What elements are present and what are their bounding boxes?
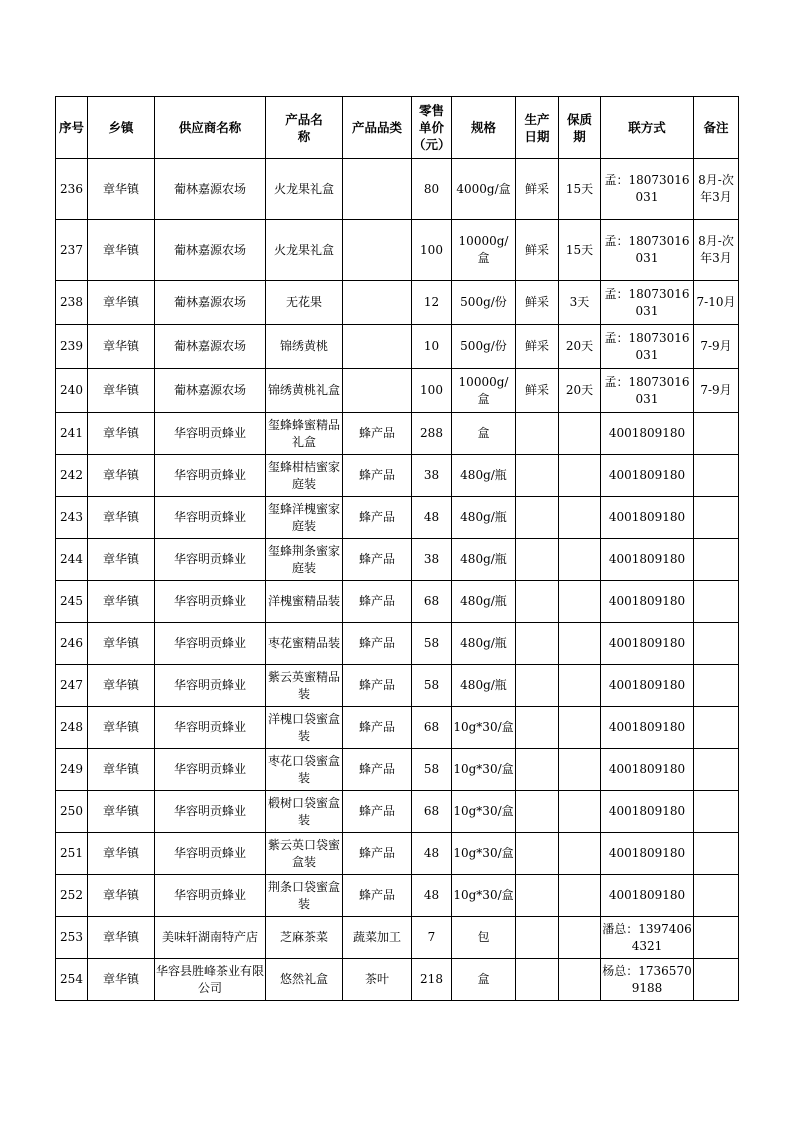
cell-price: 48 bbox=[412, 497, 452, 539]
cell-shelf bbox=[559, 791, 601, 833]
cell-category bbox=[343, 281, 412, 325]
cell-date bbox=[516, 413, 559, 455]
cell-price: 58 bbox=[412, 623, 452, 665]
cell-contact: 孟：18073016031 bbox=[601, 325, 694, 369]
cell-note bbox=[694, 455, 739, 497]
cell-category bbox=[343, 220, 412, 281]
header-town: 乡镇 bbox=[88, 97, 155, 159]
cell-product: 荆条口袋蜜盒装 bbox=[266, 875, 343, 917]
cell-supplier: 华容明贡蜂业 bbox=[155, 707, 266, 749]
cell-town: 章华镇 bbox=[88, 220, 155, 281]
cell-shelf bbox=[559, 623, 601, 665]
cell-product: 火龙果礼盒 bbox=[266, 220, 343, 281]
cell-date bbox=[516, 791, 559, 833]
cell-town: 章华镇 bbox=[88, 791, 155, 833]
cell-price: 7 bbox=[412, 917, 452, 959]
cell-price: 100 bbox=[412, 220, 452, 281]
cell-no: 242 bbox=[56, 455, 88, 497]
cell-price: 38 bbox=[412, 455, 452, 497]
table-row bbox=[56, 959, 739, 1001]
cell-spec: 10000g/盒 bbox=[452, 220, 516, 281]
table-row bbox=[56, 369, 739, 413]
cell-supplier: 华容明贡蜂业 bbox=[155, 665, 266, 707]
cell-supplier: 葡林嘉源农场 bbox=[155, 220, 266, 281]
cell-no: 249 bbox=[56, 749, 88, 791]
cell-price: 68 bbox=[412, 581, 452, 623]
cell-date: 鲜采 bbox=[516, 369, 559, 413]
cell-product: 玺蜂荆条蜜家庭装 bbox=[266, 539, 343, 581]
cell-spec: 10000g/盒 bbox=[452, 369, 516, 413]
cell-category: 蜂产品 bbox=[343, 581, 412, 623]
header-contact: 联方式 bbox=[601, 97, 694, 159]
cell-shelf: 3天 bbox=[559, 281, 601, 325]
cell-contact: 4001809180 bbox=[601, 455, 694, 497]
cell-shelf bbox=[559, 413, 601, 455]
table-row bbox=[56, 497, 739, 539]
cell-supplier: 华容明贡蜂业 bbox=[155, 539, 266, 581]
table-row bbox=[56, 539, 739, 581]
cell-no: 243 bbox=[56, 497, 88, 539]
header-category: 产品品类 bbox=[343, 97, 412, 159]
cell-date bbox=[516, 623, 559, 665]
table-row bbox=[56, 413, 739, 455]
cell-note bbox=[694, 749, 739, 791]
header-date: 生产日期 bbox=[516, 97, 559, 159]
cell-shelf bbox=[559, 539, 601, 581]
cell-product: 枣花口袋蜜盒装 bbox=[266, 749, 343, 791]
cell-spec: 4000g/盒 bbox=[452, 159, 516, 220]
cell-contact: 孟：18073016031 bbox=[601, 281, 694, 325]
cell-spec: 盒 bbox=[452, 959, 516, 1001]
cell-note: 7-9月 bbox=[694, 369, 739, 413]
cell-shelf bbox=[559, 917, 601, 959]
cell-shelf bbox=[559, 455, 601, 497]
cell-contact: 4001809180 bbox=[601, 539, 694, 581]
cell-supplier: 华容明贡蜂业 bbox=[155, 581, 266, 623]
cell-note bbox=[694, 623, 739, 665]
cell-date: 鲜采 bbox=[516, 159, 559, 220]
cell-no: 237 bbox=[56, 220, 88, 281]
cell-town: 章华镇 bbox=[88, 749, 155, 791]
cell-supplier: 葡林嘉源农场 bbox=[155, 369, 266, 413]
header-price: 零售单价（元） bbox=[412, 97, 452, 159]
cell-spec: 10g*30/盒 bbox=[452, 875, 516, 917]
cell-town: 章华镇 bbox=[88, 281, 155, 325]
product-table bbox=[55, 96, 739, 1001]
cell-price: 48 bbox=[412, 833, 452, 875]
cell-no: 251 bbox=[56, 833, 88, 875]
cell-note: 7-9月 bbox=[694, 325, 739, 369]
cell-price: 100 bbox=[412, 369, 452, 413]
cell-supplier: 华容明贡蜂业 bbox=[155, 497, 266, 539]
cell-price: 10 bbox=[412, 325, 452, 369]
cell-supplier: 华容明贡蜂业 bbox=[155, 791, 266, 833]
cell-shelf bbox=[559, 833, 601, 875]
cell-shelf bbox=[559, 665, 601, 707]
cell-note bbox=[694, 413, 739, 455]
cell-shelf bbox=[559, 581, 601, 623]
cell-product: 玺蜂洋槐蜜家庭装 bbox=[266, 497, 343, 539]
cell-category: 蜂产品 bbox=[343, 707, 412, 749]
cell-spec: 10g*30/盒 bbox=[452, 833, 516, 875]
cell-category bbox=[343, 369, 412, 413]
cell-price: 12 bbox=[412, 281, 452, 325]
cell-category: 蜂产品 bbox=[343, 791, 412, 833]
table-row bbox=[56, 455, 739, 497]
cell-note bbox=[694, 833, 739, 875]
cell-product: 洋槐口袋蜜盒装 bbox=[266, 707, 343, 749]
header-no: 序号 bbox=[56, 97, 88, 159]
cell-category: 蜂产品 bbox=[343, 875, 412, 917]
cell-category: 蜂产品 bbox=[343, 665, 412, 707]
table-row bbox=[56, 325, 739, 369]
cell-date bbox=[516, 833, 559, 875]
cell-supplier: 葡林嘉源农场 bbox=[155, 159, 266, 220]
cell-date bbox=[516, 959, 559, 1001]
cell-shelf bbox=[559, 497, 601, 539]
cell-category: 蜂产品 bbox=[343, 497, 412, 539]
cell-no: 238 bbox=[56, 281, 88, 325]
cell-spec: 480g/瓶 bbox=[452, 539, 516, 581]
cell-town: 章华镇 bbox=[88, 497, 155, 539]
table-row bbox=[56, 749, 739, 791]
cell-town: 章华镇 bbox=[88, 959, 155, 1001]
cell-supplier: 华容县胜峰茶业有限公司 bbox=[155, 959, 266, 1001]
cell-spec: 盒 bbox=[452, 413, 516, 455]
table-row bbox=[56, 581, 739, 623]
table-row bbox=[56, 833, 739, 875]
cell-date bbox=[516, 455, 559, 497]
cell-product: 火龙果礼盒 bbox=[266, 159, 343, 220]
cell-category bbox=[343, 325, 412, 369]
cell-supplier: 华容明贡蜂业 bbox=[155, 833, 266, 875]
cell-note: 8月-次年3月 bbox=[694, 159, 739, 220]
cell-no: 246 bbox=[56, 623, 88, 665]
cell-town: 章华镇 bbox=[88, 623, 155, 665]
cell-note bbox=[694, 875, 739, 917]
cell-contact: 4001809180 bbox=[601, 497, 694, 539]
cell-no: 240 bbox=[56, 369, 88, 413]
cell-product: 枣花蜜精品装 bbox=[266, 623, 343, 665]
cell-supplier: 葡林嘉源农场 bbox=[155, 281, 266, 325]
cell-price: 68 bbox=[412, 707, 452, 749]
cell-spec: 10g*30/盒 bbox=[452, 749, 516, 791]
cell-spec: 10g*30/盒 bbox=[452, 707, 516, 749]
cell-date bbox=[516, 917, 559, 959]
cell-no: 252 bbox=[56, 875, 88, 917]
cell-price: 80 bbox=[412, 159, 452, 220]
cell-no: 254 bbox=[56, 959, 88, 1001]
cell-shelf: 20天 bbox=[559, 369, 601, 413]
cell-spec: 480g/瓶 bbox=[452, 497, 516, 539]
cell-shelf: 20天 bbox=[559, 325, 601, 369]
cell-town: 章华镇 bbox=[88, 665, 155, 707]
cell-price: 38 bbox=[412, 539, 452, 581]
cell-supplier: 美味轩湖南特产店 bbox=[155, 917, 266, 959]
cell-shelf bbox=[559, 959, 601, 1001]
cell-contact: 4001809180 bbox=[601, 581, 694, 623]
cell-spec: 480g/瓶 bbox=[452, 623, 516, 665]
cell-contact: 孟：18073016031 bbox=[601, 369, 694, 413]
cell-product: 锦绣黄桃礼盒 bbox=[266, 369, 343, 413]
cell-no: 236 bbox=[56, 159, 88, 220]
cell-date bbox=[516, 539, 559, 581]
cell-category: 蜂产品 bbox=[343, 413, 412, 455]
cell-town: 章华镇 bbox=[88, 581, 155, 623]
cell-shelf: 15天 bbox=[559, 159, 601, 220]
cell-spec: 500g/份 bbox=[452, 281, 516, 325]
cell-note bbox=[694, 497, 739, 539]
table-row bbox=[56, 623, 739, 665]
cell-no: 248 bbox=[56, 707, 88, 749]
cell-no: 253 bbox=[56, 917, 88, 959]
cell-note bbox=[694, 791, 739, 833]
cell-date: 鲜采 bbox=[516, 220, 559, 281]
cell-supplier: 华容明贡蜂业 bbox=[155, 749, 266, 791]
cell-product: 洋槐蜜精品装 bbox=[266, 581, 343, 623]
cell-town: 章华镇 bbox=[88, 325, 155, 369]
cell-date bbox=[516, 665, 559, 707]
cell-note bbox=[694, 665, 739, 707]
cell-product: 悠然礼盒 bbox=[266, 959, 343, 1001]
cell-contact: 4001809180 bbox=[601, 665, 694, 707]
header-row bbox=[56, 97, 739, 159]
cell-spec: 480g/瓶 bbox=[452, 581, 516, 623]
cell-spec: 480g/瓶 bbox=[452, 665, 516, 707]
cell-no: 247 bbox=[56, 665, 88, 707]
cell-date bbox=[516, 707, 559, 749]
cell-category: 蔬菜加工 bbox=[343, 917, 412, 959]
cell-town: 章华镇 bbox=[88, 159, 155, 220]
table-row bbox=[56, 875, 739, 917]
cell-product: 椴树口袋蜜盒装 bbox=[266, 791, 343, 833]
header-spec: 规格 bbox=[452, 97, 516, 159]
cell-shelf bbox=[559, 707, 601, 749]
cell-category: 茶叶 bbox=[343, 959, 412, 1001]
cell-contact: 孟：18073016031 bbox=[601, 159, 694, 220]
cell-supplier: 华容明贡蜂业 bbox=[155, 875, 266, 917]
cell-no: 241 bbox=[56, 413, 88, 455]
table-row bbox=[56, 917, 739, 959]
cell-no: 245 bbox=[56, 581, 88, 623]
cell-product: 紫云英口袋蜜盒装 bbox=[266, 833, 343, 875]
cell-no: 239 bbox=[56, 325, 88, 369]
table-row bbox=[56, 665, 739, 707]
cell-date bbox=[516, 497, 559, 539]
cell-contact: 4001809180 bbox=[601, 833, 694, 875]
cell-town: 章华镇 bbox=[88, 917, 155, 959]
cell-town: 章华镇 bbox=[88, 413, 155, 455]
cell-category: 蜂产品 bbox=[343, 749, 412, 791]
cell-note bbox=[694, 539, 739, 581]
cell-town: 章华镇 bbox=[88, 369, 155, 413]
cell-price: 48 bbox=[412, 875, 452, 917]
header-product: 产品名称 bbox=[266, 97, 343, 159]
cell-date bbox=[516, 581, 559, 623]
cell-category: 蜂产品 bbox=[343, 833, 412, 875]
cell-contact: 4001809180 bbox=[601, 875, 694, 917]
cell-note bbox=[694, 959, 739, 1001]
cell-contact: 4001809180 bbox=[601, 707, 694, 749]
header-supplier: 供应商名称 bbox=[155, 97, 266, 159]
cell-product: 锦绣黄桃 bbox=[266, 325, 343, 369]
table-row bbox=[56, 791, 739, 833]
header-shelf: 保质期 bbox=[559, 97, 601, 159]
cell-contact: 4001809180 bbox=[601, 623, 694, 665]
cell-category bbox=[343, 159, 412, 220]
cell-shelf bbox=[559, 875, 601, 917]
cell-note: 8月-次年3月 bbox=[694, 220, 739, 281]
cell-category: 蜂产品 bbox=[343, 623, 412, 665]
cell-product: 玺蜂柑桔蜜家庭装 bbox=[266, 455, 343, 497]
cell-shelf bbox=[559, 749, 601, 791]
cell-spec: 480g/瓶 bbox=[452, 455, 516, 497]
cell-date: 鲜采 bbox=[516, 281, 559, 325]
cell-supplier: 华容明贡蜂业 bbox=[155, 413, 266, 455]
cell-note bbox=[694, 581, 739, 623]
cell-spec: 500g/份 bbox=[452, 325, 516, 369]
cell-price: 58 bbox=[412, 749, 452, 791]
cell-price: 288 bbox=[412, 413, 452, 455]
cell-no: 244 bbox=[56, 539, 88, 581]
cell-price: 218 bbox=[412, 959, 452, 1001]
cell-product: 玺蜂蜂蜜精品礼盒 bbox=[266, 413, 343, 455]
cell-contact: 杨总：17365709188 bbox=[601, 959, 694, 1001]
cell-note bbox=[694, 917, 739, 959]
header-note: 备注 bbox=[694, 97, 739, 159]
cell-no: 250 bbox=[56, 791, 88, 833]
cell-product: 无花果 bbox=[266, 281, 343, 325]
cell-category: 蜂产品 bbox=[343, 455, 412, 497]
cell-contact: 4001809180 bbox=[601, 791, 694, 833]
cell-price: 58 bbox=[412, 665, 452, 707]
cell-product: 紫云英蜜精品装 bbox=[266, 665, 343, 707]
cell-town: 章华镇 bbox=[88, 539, 155, 581]
cell-product: 芝麻茶菜 bbox=[266, 917, 343, 959]
cell-note: 7-10月 bbox=[694, 281, 739, 325]
cell-supplier: 葡林嘉源农场 bbox=[155, 325, 266, 369]
cell-price: 68 bbox=[412, 791, 452, 833]
cell-supplier: 华容明贡蜂业 bbox=[155, 623, 266, 665]
cell-shelf: 15天 bbox=[559, 220, 601, 281]
table-row bbox=[56, 707, 739, 749]
cell-note bbox=[694, 707, 739, 749]
table-row bbox=[56, 281, 739, 325]
cell-date bbox=[516, 875, 559, 917]
cell-town: 章华镇 bbox=[88, 833, 155, 875]
cell-town: 章华镇 bbox=[88, 455, 155, 497]
table-row bbox=[56, 220, 739, 281]
cell-town: 章华镇 bbox=[88, 875, 155, 917]
cell-supplier: 华容明贡蜂业 bbox=[155, 455, 266, 497]
cell-category: 蜂产品 bbox=[343, 539, 412, 581]
cell-contact: 4001809180 bbox=[601, 413, 694, 455]
cell-date bbox=[516, 749, 559, 791]
cell-contact: 潘总：13974064321 bbox=[601, 917, 694, 959]
cell-town: 章华镇 bbox=[88, 707, 155, 749]
cell-contact: 4001809180 bbox=[601, 749, 694, 791]
cell-spec: 10g*30/盒 bbox=[452, 791, 516, 833]
cell-contact: 孟：18073016031 bbox=[601, 220, 694, 281]
table-row bbox=[56, 159, 739, 220]
cell-spec: 包 bbox=[452, 917, 516, 959]
cell-date: 鲜采 bbox=[516, 325, 559, 369]
